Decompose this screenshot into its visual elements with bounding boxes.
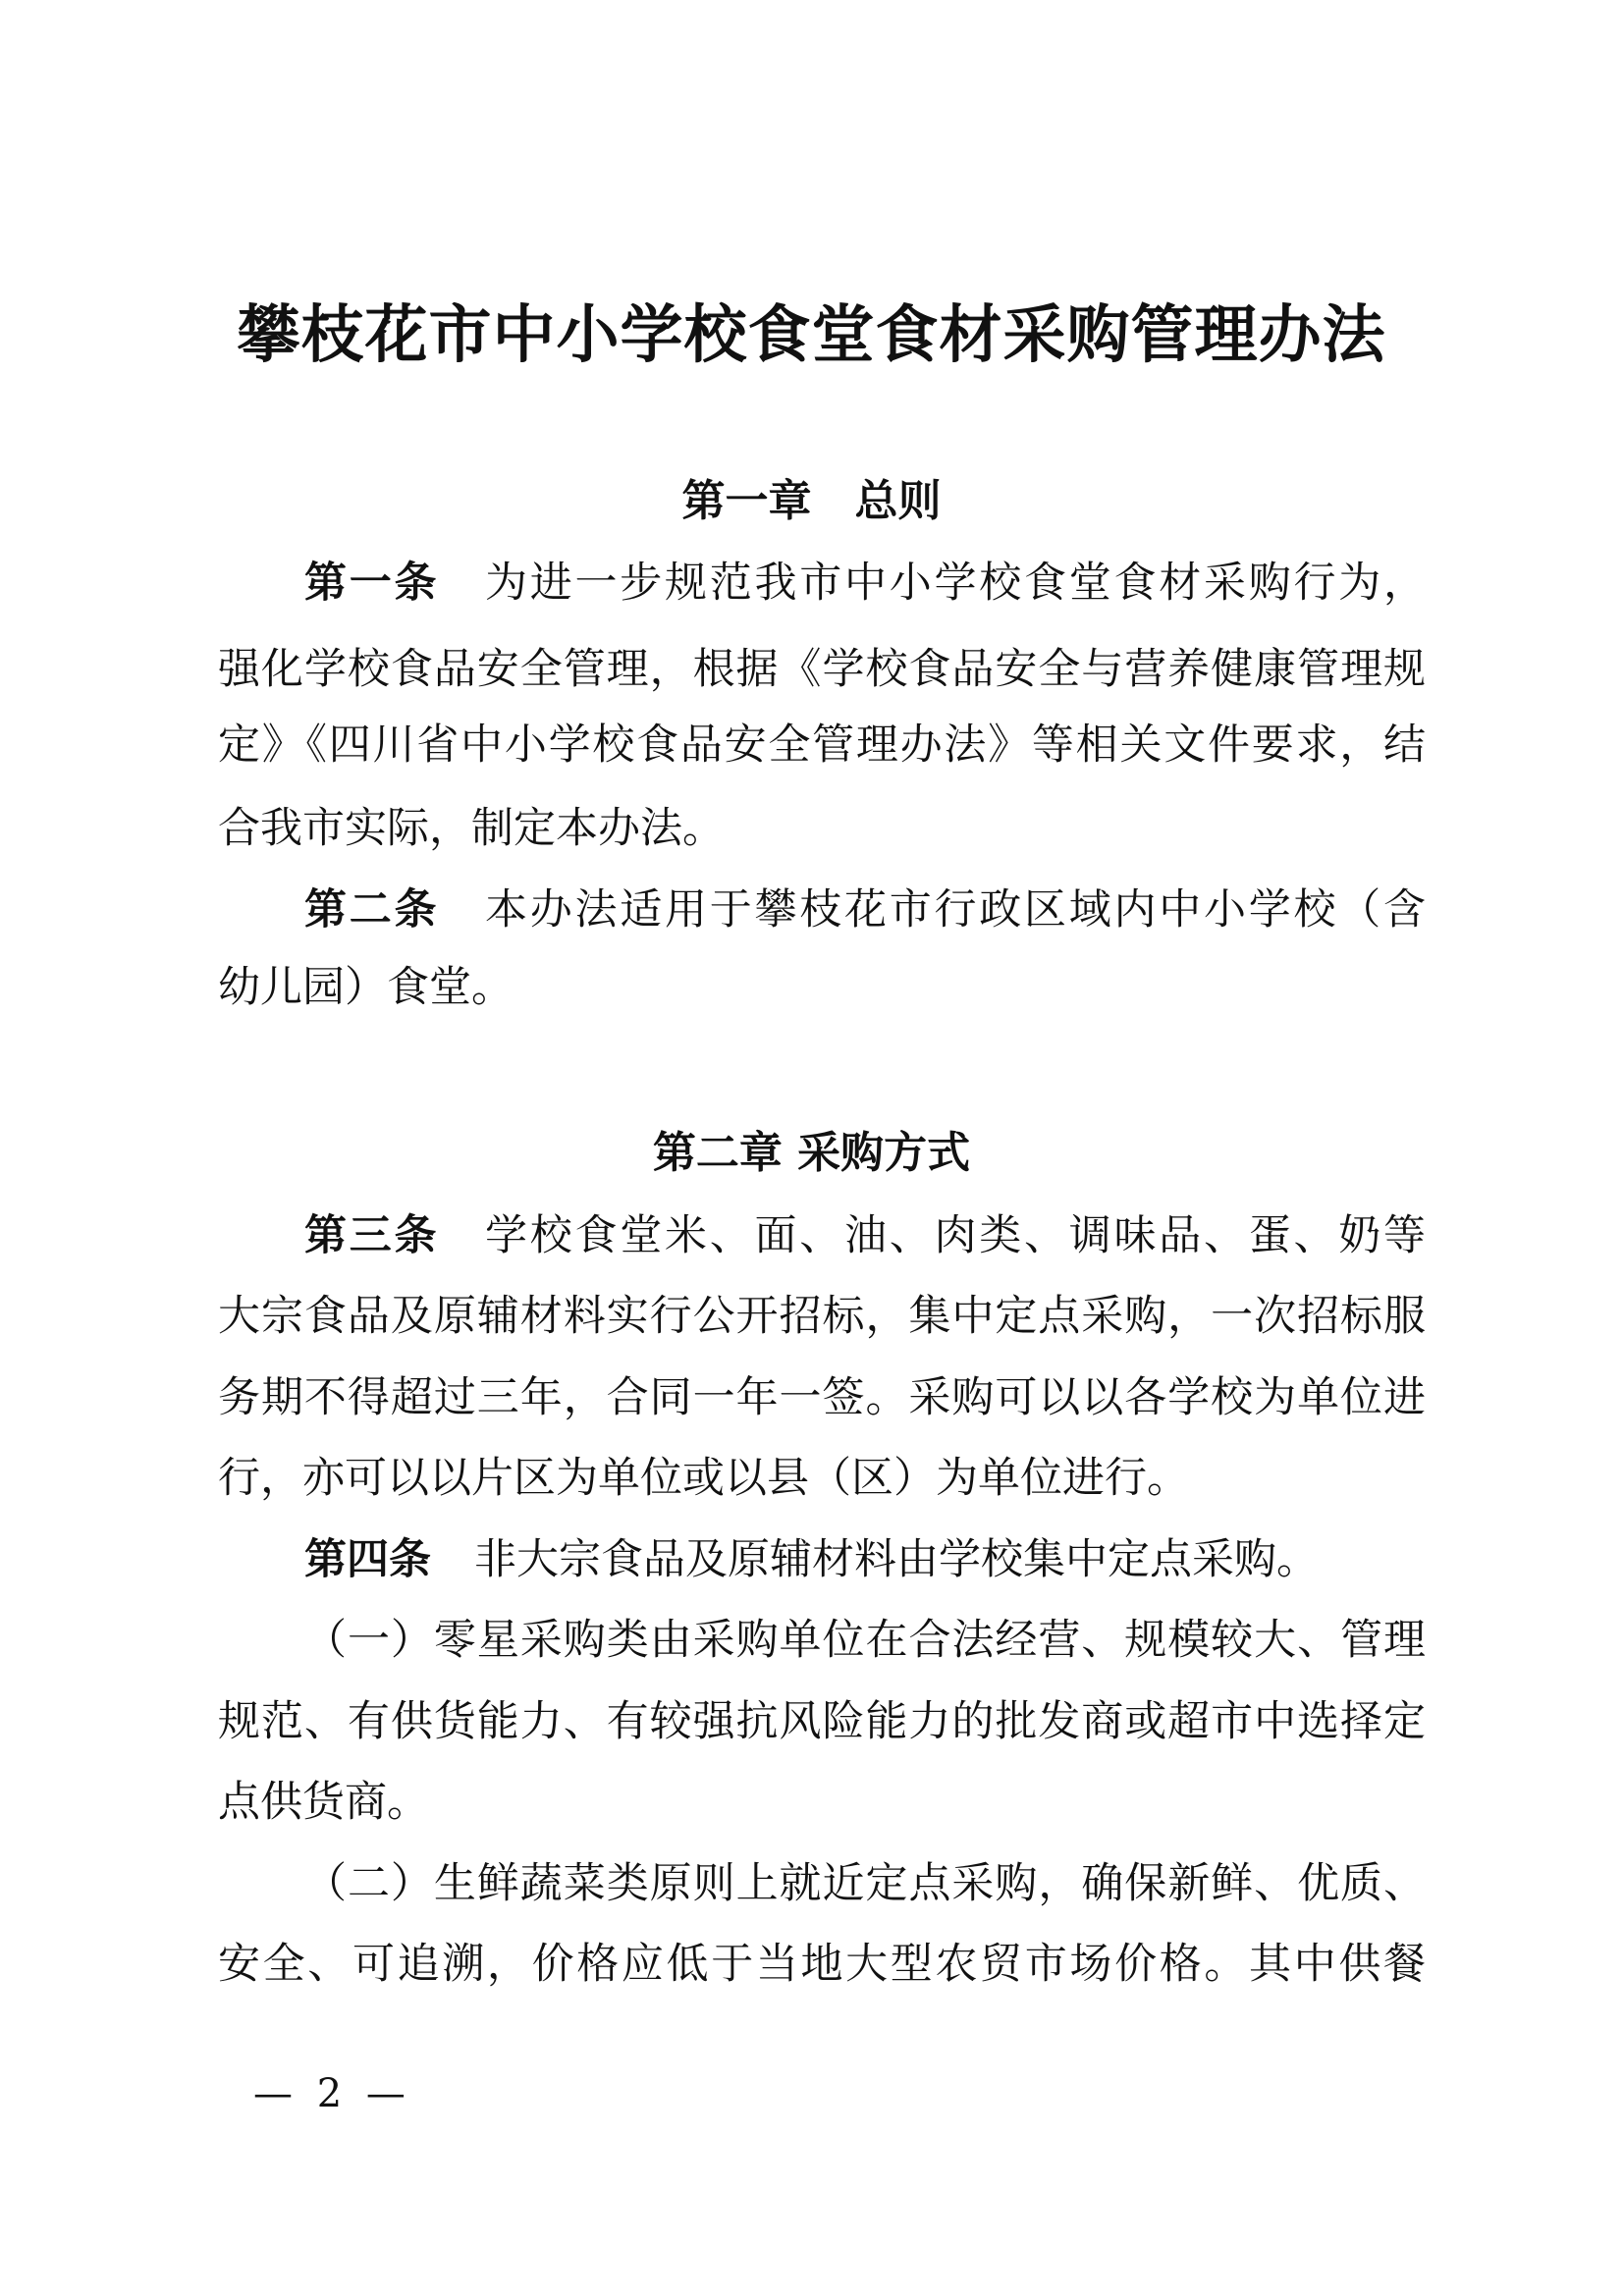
article-1-line-2: 强化学校食品安全管理，根据《学校食品安全与营养健康管理规: [218, 645, 1426, 694]
article-3-line-4: 行，亦可以以片区为单位或以县（区）为单位进行。: [218, 1454, 1189, 1503]
article-2-label: 第二条: [304, 885, 440, 934]
article-4-label: 第四条: [304, 1535, 431, 1584]
page-number: — 2 —: [253, 2071, 411, 2116]
article-1-label: 第一条: [304, 559, 440, 608]
item-2-line-2: 安全、可追溯，价格应低于当地大型农贸市场价格。其中供餐: [218, 1940, 1426, 1989]
item-2-line-1: （二）生鲜蔬菜类原则上就近定点采购，确保新鲜、优质、: [304, 1859, 1426, 1908]
item-1-line-3: 点供货商。: [218, 1778, 429, 1827]
article-4-line-1: 第四条 非大宗食品及原辅材料由学校集中定点采购。: [304, 1535, 1319, 1584]
article-3-line-1: 第三条 学校食堂米、面、油、肉类、调味品、蛋、奶等: [304, 1211, 1426, 1260]
article-3-label: 第三条: [304, 1211, 440, 1260]
article-3-line-2: 大宗食品及原辅材料实行公开招标，集中定点采购，一次招标服: [218, 1292, 1426, 1341]
chapter-1-heading: 第一章 总则: [681, 476, 942, 526]
article-3-line-3: 务期不得超过三年，合同一年一签。采购可以以各学校为单位进: [218, 1373, 1426, 1422]
article-1-line-1: 第一条 为进一步规范我市中小学校食堂食材采购行为，: [304, 559, 1426, 608]
item-1-line-1: （一）零星采购类由采购单位在合法经营、规模较大、管理: [304, 1616, 1426, 1665]
article-1-line-3: 定》《四川省中小学校食品安全管理办法》等相关文件要求，结: [218, 721, 1426, 770]
chapter-2-heading: 第二章 采购方式: [652, 1128, 971, 1178]
article-1-line-4: 合我市实际，制定本办法。: [218, 804, 725, 853]
document-title: 攀枝花市中小学校食堂食材采购管理办法: [237, 298, 1386, 372]
article-2-line-1: 第二条 本办法适用于攀枝花市行政区域内中小学校（含: [304, 885, 1426, 934]
article-2-line-2: 幼儿园）食堂。: [218, 963, 514, 1012]
item-1-line-2: 规范、有供货能力、有较强抗风险能力的批发商或超市中选择定: [218, 1697, 1426, 1746]
